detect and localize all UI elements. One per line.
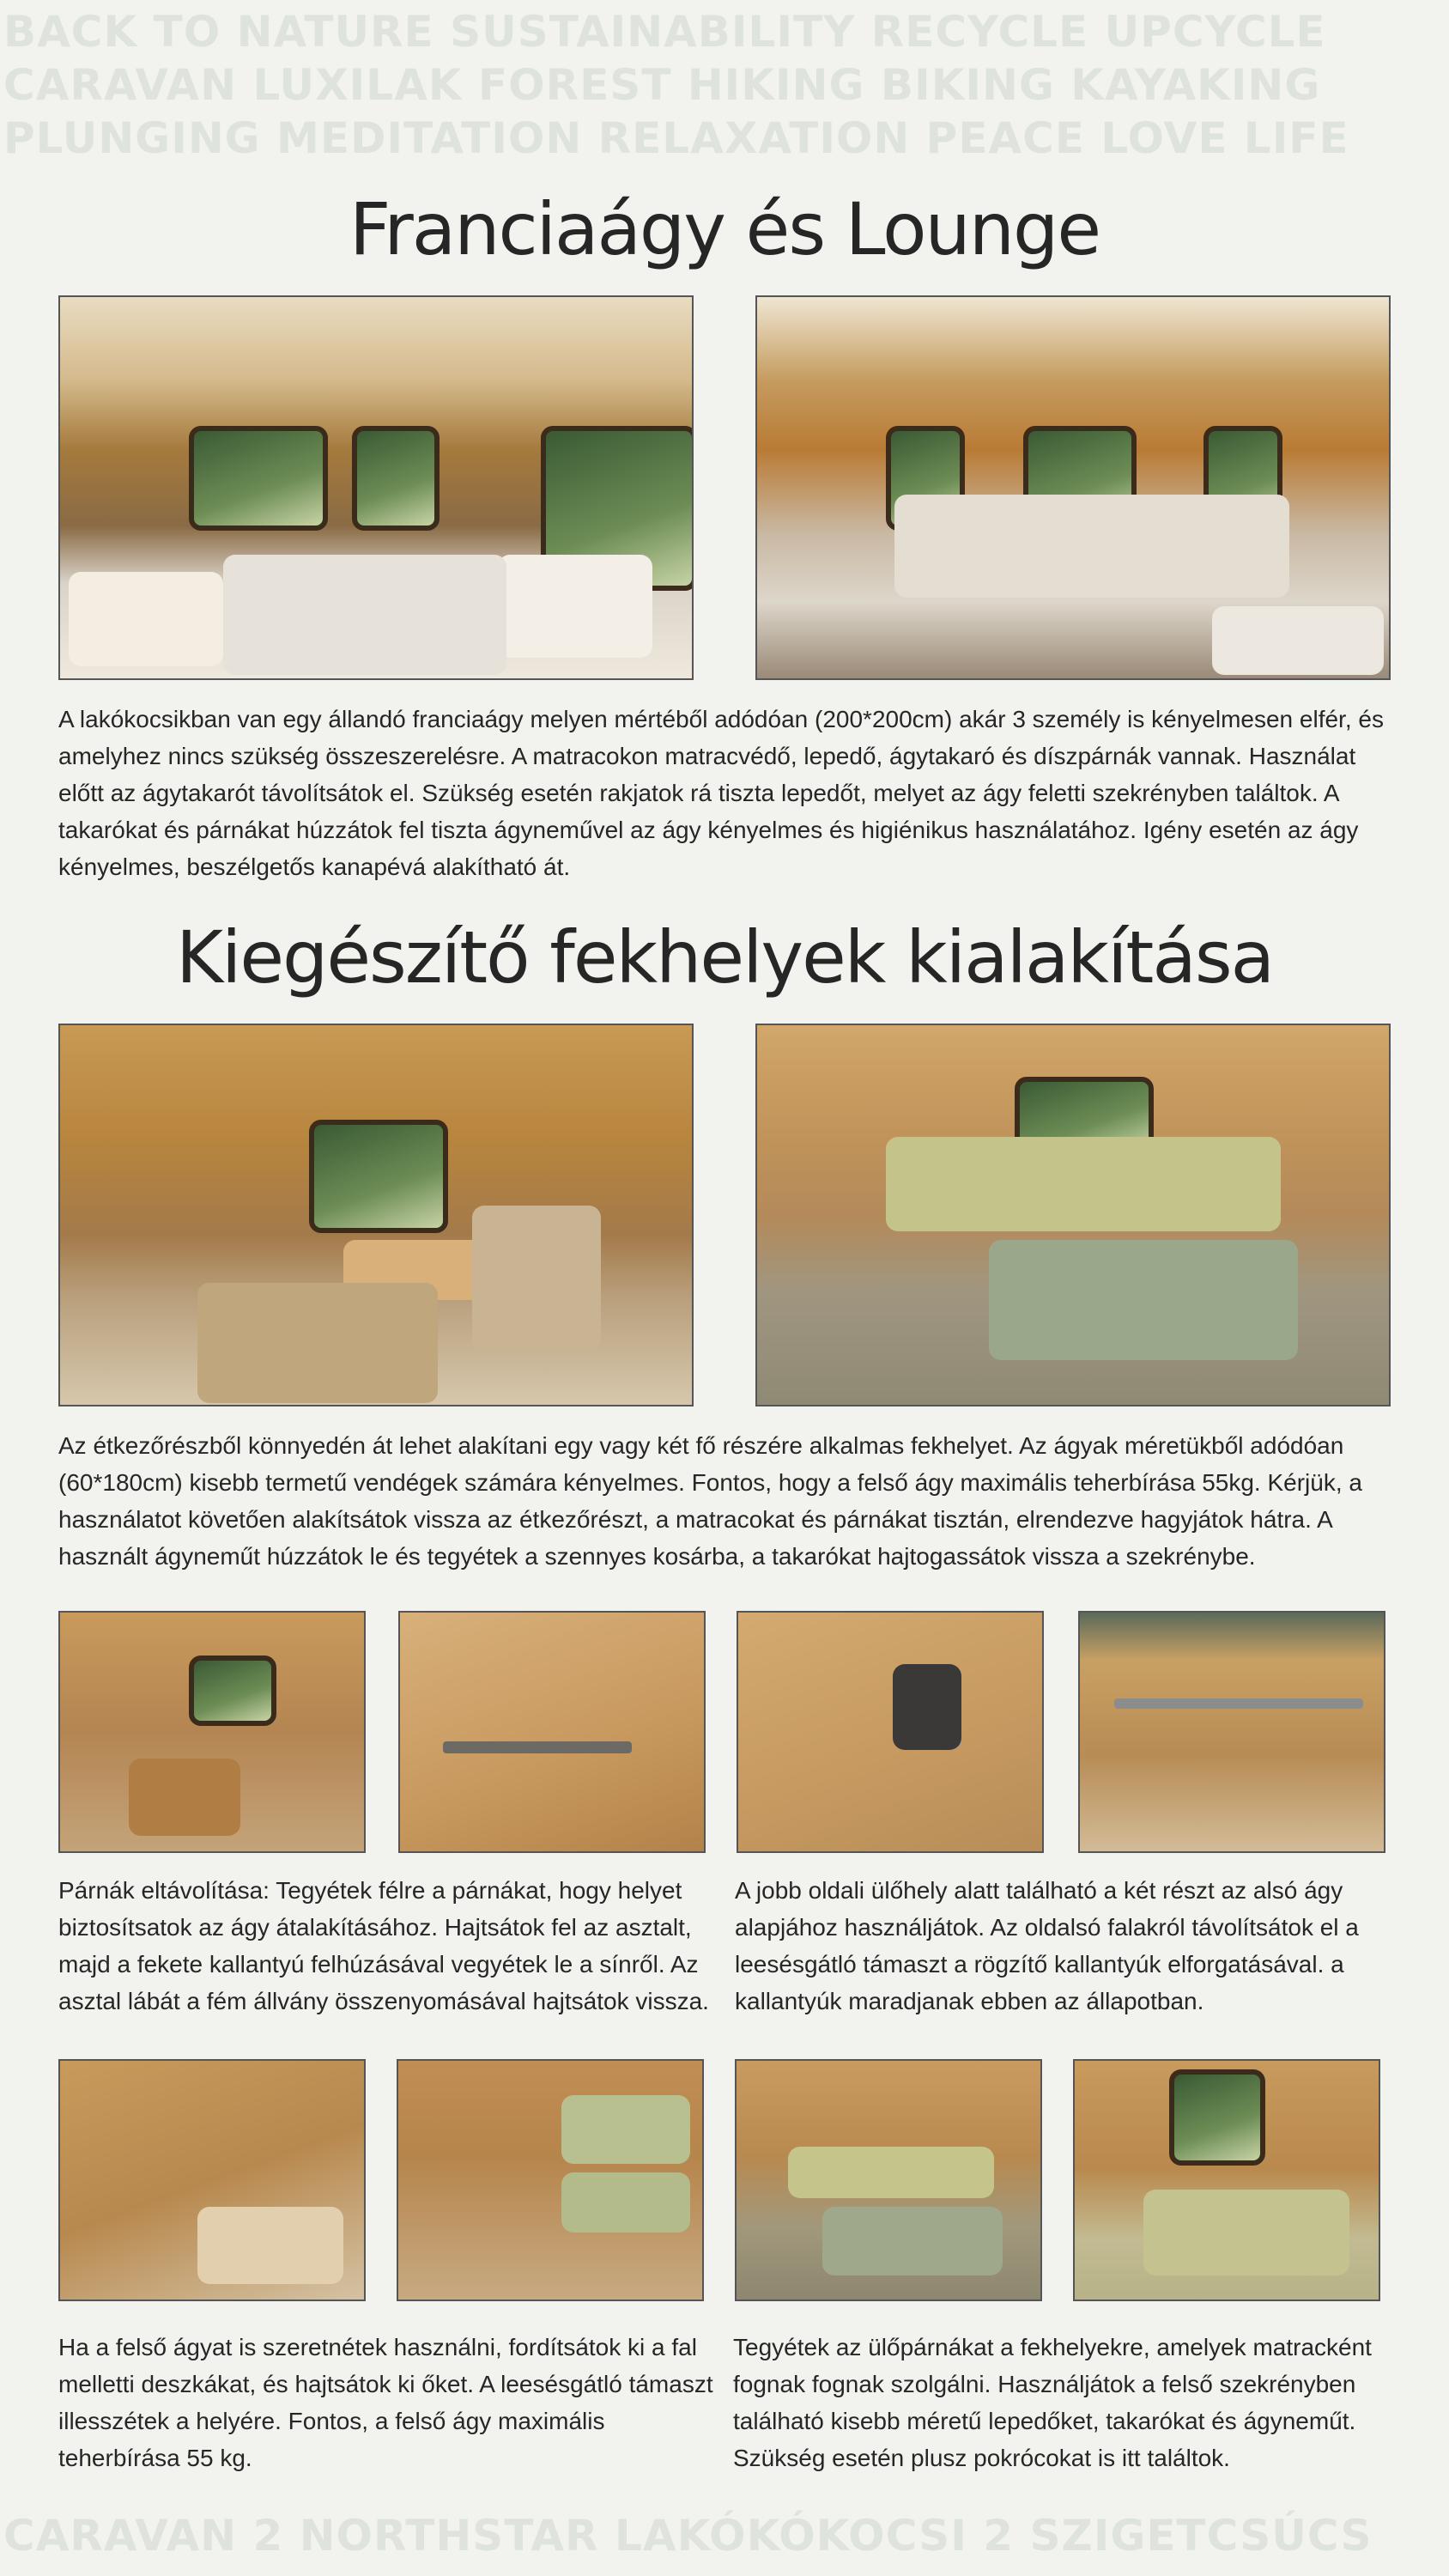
- photo-step-bunks-made: [735, 2059, 1042, 2301]
- section2-description: Az étkezőrészből könnyedén át lehet alakítani egy vagy két fő részére alkalmas fekhelyet. Az ágyak méretükből adódóan (60*180cm) kisebb termetű vendégek számára kényelmes. Fontos, hogy a felső ágy maximális teherbírása 55kg. Kérjük, a használatot követően alakítsátok vissza az étkezőrészt, a matracokat és párnákat tisztán, elrendezve hagyjátok hátra. A használt ágyneműt húzzátok le és tegyétek a szennyes kosárba, a takarókat hajtogassátok vissza a szekrénybe.: [58, 1432, 1362, 1570]
- banner-line-3: PLUNGING MEDITATION RELAXATION PEACE LOVE LIFE: [3, 113, 1349, 163]
- step-text-cushions: Párnák eltávolítása: Tegyétek félre a párnákat, hogy helyet biztosítsatok az ágy átalakításához. Hajtsátok fel az asztalt, majd a fekete kallantyú felhúzásával vegyétek le a sínről. Az asztal lábát a fém állvány összenyomásával hajtsátok vissza.: [58, 1877, 709, 2014]
- bottom-banner-text: CARAVAN 2 NORTHSTAR LAKÓKÓKOCSI 2 SZIGETCSÚCS: [3, 2511, 1373, 2561]
- photo-step-upper-boards: [58, 2059, 366, 2301]
- photo-lounge: [755, 295, 1391, 680]
- top-banner: [0, 5, 1449, 165]
- photo-step-leg-fold: [737, 1611, 1044, 1853]
- photo-step-cabinet-bedding: [397, 2059, 704, 2301]
- photo-french-bed: [58, 295, 694, 680]
- photo-step-side-support: [1078, 1611, 1385, 1853]
- step-text-upper-bed: Ha a felső ágyat is szeretnétek használni, fordítsátok ki a fal melletti deszkákat, és hajtsátok ki őket. A leesésgátló támaszt illesszétek a helyére. Fontos, a felső ágy maximális teherbírása 55 kg.: [58, 2334, 713, 2471]
- photo-step-cushions-removed: [58, 1611, 366, 1853]
- bottom-banner: [0, 2509, 1449, 2562]
- step-text-side-support: A jobb oldali ülőhely alatt található a két részt az alsó ágy alapjához használjátok. Az oldalsó falakról távolítsátok el a leesésgátló támaszt a rögzítő kallantyúk elforgatásával. a kallantyúk maradjanak ebben az állapotban.: [735, 1877, 1359, 2014]
- step-text-bedding: Tegyétek az ülőpárnákat a fekhelyekre, amelyek matracként fognak fognak szolgálni. Használjátok a felső szekrényben található kisebb méretű lepedőket, takarókat és ágyneműt. Szükség esetén plusz pokrócokat is itt találtok.: [733, 2334, 1372, 2471]
- section-title-bed-lounge: Franciaágy és Lounge: [349, 187, 1100, 271]
- section1-description: A lakókocsikban van egy állandó franciaágy melyen mértéből adódóan (200*200cm) akár 3 személy is kényelmesen elfér, és amelyhez nincs szükség összeszerelésre. A matracokon matracvédő, lepedő, ágytakaró és díszpárnák vannak. Használat előtt az ágytakarót távolítsátok el. Szükség esetén rakjatok rá tiszta lepedőt, melyet az ágy feletti szekrényben találtok. A takarókat és párnákat húzzátok fel tiszta ágyneművel az ágy kényelmes és higiénikus használatához. Igény esetén az ágy kényelmes, beszélgetős kanapévá alakítható át.: [58, 706, 1384, 880]
- banner-line-1: BACK TO NATURE SUSTAINABILITY RECYCLE UPCYCLE: [3, 7, 1326, 57]
- banner-line-2: CARAVAN LUXILAK FOREST HIKING BIKING KAYAKING: [3, 60, 1321, 110]
- photo-step-table-rail: [398, 1611, 706, 1853]
- photo-step-single-bed: [1073, 2059, 1380, 2301]
- photo-bunk-beds: [755, 1024, 1391, 1406]
- section-title-extra-beds: Kiegészítő fekhelyek kialakítása: [175, 915, 1274, 999]
- photo-dining-area: [58, 1024, 694, 1406]
